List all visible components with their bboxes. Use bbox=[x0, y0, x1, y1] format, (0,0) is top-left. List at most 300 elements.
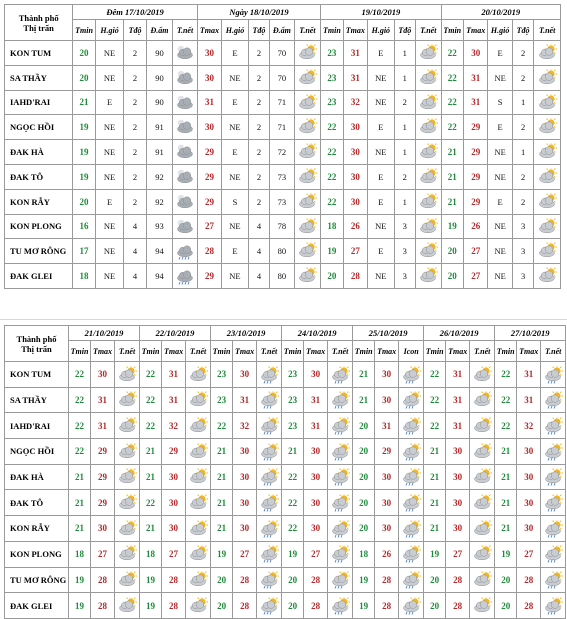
tmax-value: 31 bbox=[343, 65, 367, 90]
wind-direction: E bbox=[95, 189, 124, 214]
tmax-value: 31 bbox=[304, 413, 328, 439]
sun-cloud-icon bbox=[188, 391, 208, 408]
sun-cloud-icon bbox=[472, 468, 492, 485]
tmax-value: 32 bbox=[517, 413, 541, 439]
cloudy-night-icon bbox=[175, 168, 195, 185]
sun-cloud-icon bbox=[188, 468, 208, 485]
weather-icon-cell bbox=[186, 490, 211, 516]
weather-icon-cell bbox=[470, 413, 495, 439]
sun-rain-icon bbox=[330, 468, 350, 485]
weather-icon-cell bbox=[534, 65, 561, 90]
column-header: T.nết bbox=[541, 341, 566, 362]
tmax-value: 31 bbox=[517, 387, 541, 413]
column-header: Tmax bbox=[233, 341, 257, 362]
sun-rain-icon bbox=[259, 468, 279, 485]
weather-icon-cell bbox=[173, 65, 197, 90]
column-header: Tmin bbox=[282, 341, 304, 362]
tmax-value: 29 bbox=[197, 189, 221, 214]
tmax-value: 26 bbox=[343, 214, 367, 239]
weather-icon-cell bbox=[541, 567, 566, 593]
weather-icon-cell bbox=[257, 439, 282, 465]
humidity-value: 90 bbox=[146, 90, 173, 115]
humidity-value: 78 bbox=[270, 214, 294, 239]
sun-rain-icon bbox=[543, 391, 563, 408]
sun-cloud-icon bbox=[418, 168, 438, 185]
sun-rain-icon bbox=[259, 571, 279, 588]
tmin-value: 21 bbox=[69, 516, 91, 542]
wind-direction: NE bbox=[95, 65, 124, 90]
tmin-value: 19 bbox=[441, 214, 463, 239]
sun-cloud-icon bbox=[418, 143, 438, 160]
wind-direction: E bbox=[222, 239, 249, 264]
sun-cloud-icon bbox=[537, 44, 557, 61]
wind-speed: 2 bbox=[124, 90, 146, 115]
tmax-value: 30 bbox=[304, 439, 328, 465]
tmin-value: 21 bbox=[73, 90, 95, 115]
weather-icon-cell bbox=[186, 387, 211, 413]
sun-rain-icon bbox=[401, 571, 421, 588]
column-header: T.nết bbox=[115, 341, 140, 362]
sun-cloud-icon bbox=[472, 417, 492, 434]
column-header: Tđộ bbox=[124, 20, 146, 41]
wind-direction: NE bbox=[222, 115, 249, 140]
weather-icon-cell bbox=[541, 362, 566, 388]
column-header: Đ.ẩm bbox=[270, 20, 294, 41]
table-row bbox=[5, 490, 566, 516]
sun-cloud-icon bbox=[537, 242, 557, 259]
tmax-value: 27 bbox=[197, 214, 221, 239]
sun-rain-icon bbox=[543, 571, 563, 588]
weather-icon-cell bbox=[534, 239, 561, 264]
tmax-value: 28 bbox=[446, 593, 470, 619]
weather-icon-cell bbox=[534, 41, 561, 66]
column-header: Tđộ bbox=[394, 20, 415, 41]
wind-speed: 2 bbox=[248, 189, 269, 214]
tmax-value: 30 bbox=[375, 362, 399, 388]
weather-icon-cell bbox=[294, 115, 321, 140]
wind-speed: 4 bbox=[124, 264, 146, 289]
wind-direction: NE bbox=[488, 214, 512, 239]
sun-cloud-icon bbox=[418, 217, 438, 234]
weather-icon-cell bbox=[186, 567, 211, 593]
city-name: ĐAK TÔ bbox=[5, 164, 73, 189]
tmax-value: 29 bbox=[197, 164, 221, 189]
weather-icon-cell bbox=[186, 541, 211, 567]
tmin-value: 19 bbox=[211, 541, 233, 567]
tmin-value: 20 bbox=[353, 490, 375, 516]
humidity-value: 92 bbox=[146, 164, 173, 189]
weather-icon-cell bbox=[257, 516, 282, 542]
humidity-value: 70 bbox=[270, 65, 294, 90]
tmin-value: 18 bbox=[140, 541, 162, 567]
tmin-value: 20 bbox=[353, 516, 375, 542]
sun-cloud-icon bbox=[297, 168, 317, 185]
column-header: Tmin bbox=[424, 341, 446, 362]
tmax-value: 28 bbox=[304, 593, 328, 619]
tmin-value: 21 bbox=[424, 490, 446, 516]
tmax-value: 29 bbox=[463, 115, 487, 140]
column-header: T.nết bbox=[257, 341, 282, 362]
table-row bbox=[5, 239, 561, 264]
humidity-value: 92 bbox=[146, 189, 173, 214]
tmax-value: 30 bbox=[304, 516, 328, 542]
tmax-value: 31 bbox=[162, 387, 186, 413]
sun-cloud-icon bbox=[117, 442, 137, 459]
sun-cloud-icon bbox=[418, 69, 438, 86]
sun-rain-icon bbox=[401, 391, 421, 408]
column-header: T.nết bbox=[328, 341, 353, 362]
sun-rain-icon bbox=[543, 468, 563, 485]
tmin-value: 22 bbox=[140, 362, 162, 388]
weather-icon-cell bbox=[186, 413, 211, 439]
sun-rain-icon bbox=[330, 545, 350, 562]
wind-direction: E bbox=[488, 41, 512, 66]
wind-speed: 2 bbox=[124, 41, 146, 66]
day-header: 20/10/2019 bbox=[441, 5, 560, 20]
wind-speed: 2 bbox=[512, 189, 533, 214]
sun-rain-icon bbox=[259, 391, 279, 408]
tmax-value: 31 bbox=[197, 90, 221, 115]
table-row bbox=[5, 516, 566, 542]
wind-speed: 1 bbox=[394, 140, 415, 165]
weather-icon-cell bbox=[399, 516, 424, 542]
column-header: Tmin bbox=[140, 341, 162, 362]
humidity-value: 72 bbox=[270, 140, 294, 165]
wind-speed: 2 bbox=[124, 189, 146, 214]
tmax-value: 30 bbox=[446, 516, 470, 542]
sun-cloud-icon bbox=[117, 519, 137, 536]
city-name: ĐAK GLEI bbox=[5, 264, 73, 289]
column-header: T.nết bbox=[186, 341, 211, 362]
tmin-value: 21 bbox=[211, 439, 233, 465]
wind-speed: 3 bbox=[394, 239, 415, 264]
tmin-value: 20 bbox=[211, 593, 233, 619]
tmax-value: 28 bbox=[91, 593, 115, 619]
column-header: Tmax bbox=[304, 341, 328, 362]
tmin-value: 19 bbox=[353, 593, 375, 619]
rain-cloud-icon bbox=[175, 242, 195, 259]
wind-speed: 4 bbox=[124, 239, 146, 264]
wind-direction: E bbox=[368, 239, 395, 264]
humidity-value: 94 bbox=[146, 264, 173, 289]
tmin-value: 21 bbox=[211, 490, 233, 516]
tmax-value: 30 bbox=[233, 464, 257, 490]
wind-direction: NE bbox=[222, 214, 249, 239]
city-name: ĐAK GLEI bbox=[5, 593, 69, 619]
wind-direction: NE bbox=[488, 164, 512, 189]
sun-rain-icon bbox=[401, 494, 421, 511]
tmax-value: 28 bbox=[304, 567, 328, 593]
tmin-value: 20 bbox=[495, 567, 517, 593]
wind-direction: E bbox=[368, 164, 395, 189]
weather-icon-cell bbox=[328, 439, 353, 465]
tmin-value: 20 bbox=[321, 264, 343, 289]
weather-icon-cell bbox=[173, 140, 197, 165]
tmin-value: 20 bbox=[441, 239, 463, 264]
tmax-value: 30 bbox=[463, 41, 487, 66]
wind-speed: 2 bbox=[394, 90, 415, 115]
tmax-value: 28 bbox=[162, 567, 186, 593]
tmin-value: 21 bbox=[495, 490, 517, 516]
tmin-value: 18 bbox=[69, 541, 91, 567]
tmax-value: 30 bbox=[197, 41, 221, 66]
weather-icon-cell bbox=[294, 264, 321, 289]
tmax-value: 30 bbox=[343, 189, 367, 214]
tmax-value: 30 bbox=[375, 490, 399, 516]
tmin-value: 20 bbox=[353, 439, 375, 465]
tmax-value: 31 bbox=[463, 90, 487, 115]
tmin-value: 20 bbox=[211, 567, 233, 593]
weather-icon-cell bbox=[399, 541, 424, 567]
tmax-value: 30 bbox=[446, 439, 470, 465]
sun-rain-icon bbox=[330, 519, 350, 536]
weather-icon-cell bbox=[399, 567, 424, 593]
weather-icon-cell bbox=[470, 516, 495, 542]
sun-cloud-icon bbox=[537, 168, 557, 185]
weather-icon-cell bbox=[173, 214, 197, 239]
sun-cloud-icon bbox=[117, 571, 137, 588]
weather-icon-cell bbox=[415, 115, 441, 140]
tmin-value: 22 bbox=[441, 90, 463, 115]
column-header: Tmax bbox=[446, 341, 470, 362]
weather-icon-cell bbox=[534, 90, 561, 115]
tmax-value: 30 bbox=[375, 516, 399, 542]
wind-speed: 2 bbox=[248, 65, 269, 90]
city-name: KON TUM bbox=[5, 41, 73, 66]
city-header-line1: Thành phố bbox=[18, 12, 59, 23]
column-header: Tmax bbox=[343, 20, 367, 41]
tmax-value: 30 bbox=[446, 490, 470, 516]
sun-rain-icon bbox=[543, 365, 563, 382]
column-header: H.gió bbox=[368, 20, 395, 41]
sun-rain-icon bbox=[330, 442, 350, 459]
day-header: 19/10/2019 bbox=[321, 5, 441, 20]
city-column-header bbox=[5, 326, 69, 362]
humidity-value: 70 bbox=[270, 41, 294, 66]
tmin-value: 22 bbox=[495, 362, 517, 388]
table-row bbox=[5, 413, 566, 439]
city-name: ĐAK HÀ bbox=[5, 140, 73, 165]
weather-icon-cell bbox=[415, 264, 441, 289]
tmax-value: 30 bbox=[517, 490, 541, 516]
weather-icon-cell bbox=[294, 41, 321, 66]
cloudy-night-icon bbox=[175, 193, 195, 210]
sun-cloud-icon bbox=[117, 391, 137, 408]
tmin-value: 22 bbox=[424, 413, 446, 439]
weather-icon-cell bbox=[534, 189, 561, 214]
weather-icon-cell bbox=[115, 490, 140, 516]
wind-speed: 2 bbox=[248, 115, 269, 140]
city-header-line2: Thị trấn bbox=[23, 22, 54, 33]
tmin-value: 23 bbox=[211, 362, 233, 388]
sun-rain-icon bbox=[543, 545, 563, 562]
tmax-value: 30 bbox=[162, 490, 186, 516]
wind-speed: 3 bbox=[394, 264, 415, 289]
tmin-value: 21 bbox=[140, 516, 162, 542]
tmin-value: 21 bbox=[495, 439, 517, 465]
weather-icon-cell bbox=[257, 541, 282, 567]
tmax-value: 27 bbox=[463, 264, 487, 289]
wind-direction: E bbox=[222, 90, 249, 115]
tmin-value: 23 bbox=[211, 387, 233, 413]
table-row bbox=[5, 214, 561, 239]
weather-icon-cell bbox=[115, 567, 140, 593]
tmin-value: 20 bbox=[73, 41, 95, 66]
tmin-value: 20 bbox=[282, 567, 304, 593]
weather-icon-cell bbox=[173, 90, 197, 115]
tmax-value: 27 bbox=[91, 541, 115, 567]
tmax-value: 29 bbox=[91, 490, 115, 516]
day-header: Đêm 17/10/2019 bbox=[73, 5, 197, 20]
tmax-value: 28 bbox=[197, 239, 221, 264]
tmin-value: 21 bbox=[353, 387, 375, 413]
wind-direction: S bbox=[222, 189, 249, 214]
wind-direction: NE bbox=[488, 239, 512, 264]
wind-direction: E bbox=[222, 41, 249, 66]
wind-speed: 3 bbox=[512, 239, 533, 264]
column-header: H.gió bbox=[222, 20, 249, 41]
wind-speed: 1 bbox=[512, 90, 533, 115]
wind-direction: NE bbox=[95, 41, 124, 66]
tmin-value: 21 bbox=[495, 516, 517, 542]
weather-icon-cell bbox=[257, 464, 282, 490]
wind-speed: 2 bbox=[248, 41, 269, 66]
wind-speed: 1 bbox=[512, 140, 533, 165]
weather-icon-cell bbox=[470, 362, 495, 388]
city-name: NGỌC HỒI bbox=[5, 115, 73, 140]
city-name: KON PLONG bbox=[5, 214, 73, 239]
tmin-value: 21 bbox=[424, 516, 446, 542]
city-name: IAHD'RAI bbox=[5, 413, 69, 439]
tmax-value: 30 bbox=[162, 464, 186, 490]
column-header: Tmax bbox=[162, 341, 186, 362]
humidity-value: 91 bbox=[146, 140, 173, 165]
wind-speed: 2 bbox=[512, 41, 533, 66]
tmin-value: 23 bbox=[282, 387, 304, 413]
sun-rain-icon bbox=[330, 417, 350, 434]
sun-rain-icon bbox=[330, 494, 350, 511]
wind-speed: 4 bbox=[248, 239, 269, 264]
tmin-value: 22 bbox=[321, 189, 343, 214]
wind-direction: NE bbox=[222, 65, 249, 90]
weather-icon-cell bbox=[173, 115, 197, 140]
sun-cloud-icon bbox=[472, 365, 492, 382]
tmax-value: 30 bbox=[343, 140, 367, 165]
weather-icon-cell bbox=[186, 516, 211, 542]
tmin-value: 19 bbox=[140, 567, 162, 593]
sun-cloud-icon bbox=[188, 417, 208, 434]
column-header: Đ.ẩm bbox=[146, 20, 173, 41]
weather-icon-cell bbox=[534, 115, 561, 140]
table-row bbox=[5, 90, 561, 115]
sun-rain-icon bbox=[401, 596, 421, 613]
weather-icon-cell bbox=[541, 387, 566, 413]
sun-rain-icon bbox=[401, 519, 421, 536]
tmax-value: 31 bbox=[91, 387, 115, 413]
tmax-value: 28 bbox=[233, 593, 257, 619]
day-header: 23/10/2019 bbox=[211, 326, 282, 341]
weather-icon-cell bbox=[115, 413, 140, 439]
tmax-value: 30 bbox=[304, 464, 328, 490]
weather-icon-cell bbox=[415, 189, 441, 214]
wind-speed: 1 bbox=[394, 189, 415, 214]
tmin-value: 19 bbox=[424, 541, 446, 567]
column-header: H.gió bbox=[488, 20, 512, 41]
weather-icon-cell bbox=[173, 264, 197, 289]
weather-icon-cell bbox=[257, 567, 282, 593]
tmax-value: 32 bbox=[233, 413, 257, 439]
humidity-value: 80 bbox=[270, 264, 294, 289]
wind-speed: 3 bbox=[394, 214, 415, 239]
wind-speed: 2 bbox=[512, 164, 533, 189]
wind-speed: 2 bbox=[248, 140, 269, 165]
tmin-value: 19 bbox=[353, 567, 375, 593]
column-header: Tmin bbox=[353, 341, 375, 362]
table-divider bbox=[0, 319, 567, 320]
tmax-value: 28 bbox=[91, 567, 115, 593]
weather-icon-cell bbox=[115, 387, 140, 413]
sun-cloud-icon bbox=[472, 596, 492, 613]
weather-icon-cell bbox=[173, 189, 197, 214]
tmax-value: 30 bbox=[343, 164, 367, 189]
tmax-value: 28 bbox=[162, 593, 186, 619]
weather-icon-cell bbox=[294, 189, 321, 214]
tmin-value: 23 bbox=[321, 65, 343, 90]
city-name: SA THẦY bbox=[5, 65, 73, 90]
sun-rain-icon bbox=[259, 545, 279, 562]
tmax-value: 28 bbox=[375, 593, 399, 619]
humidity-value: 94 bbox=[146, 239, 173, 264]
tmin-value: 18 bbox=[353, 541, 375, 567]
sun-cloud-icon bbox=[117, 417, 137, 434]
wind-direction: NE bbox=[95, 264, 124, 289]
column-header: Tmin bbox=[495, 341, 517, 362]
tmin-value: 21 bbox=[140, 464, 162, 490]
sun-cloud-icon bbox=[297, 44, 317, 61]
tmax-value: 30 bbox=[91, 362, 115, 388]
tmin-value: 22 bbox=[140, 387, 162, 413]
tmin-value: 22 bbox=[69, 439, 91, 465]
sun-rain-icon bbox=[543, 596, 563, 613]
tmax-value: 32 bbox=[343, 90, 367, 115]
sun-rain-icon bbox=[330, 365, 350, 382]
weather-icon-cell bbox=[294, 140, 321, 165]
sun-cloud-icon bbox=[117, 596, 137, 613]
weather-icon-cell bbox=[399, 464, 424, 490]
weather-icon-cell bbox=[328, 567, 353, 593]
sun-cloud-icon bbox=[418, 44, 438, 61]
table-row bbox=[5, 140, 561, 165]
weather-icon-cell bbox=[328, 541, 353, 567]
tmin-value: 20 bbox=[73, 189, 95, 214]
weather-icon-cell bbox=[328, 362, 353, 388]
tmin-value: 22 bbox=[441, 65, 463, 90]
wind-speed: 2 bbox=[124, 164, 146, 189]
sun-rain-icon bbox=[259, 365, 279, 382]
tmin-value: 22 bbox=[495, 413, 517, 439]
tmin-value: 22 bbox=[69, 362, 91, 388]
wind-direction: E bbox=[488, 115, 512, 140]
tmax-value: 30 bbox=[233, 516, 257, 542]
tmin-value: 22 bbox=[321, 140, 343, 165]
tmax-value: 27 bbox=[446, 541, 470, 567]
city-name: KON PLONG bbox=[5, 541, 69, 567]
tmin-value: 21 bbox=[441, 164, 463, 189]
tmax-value: 30 bbox=[233, 362, 257, 388]
column-header: Tđộ bbox=[512, 20, 533, 41]
tmax-value: 29 bbox=[162, 439, 186, 465]
tmin-value: 22 bbox=[495, 387, 517, 413]
